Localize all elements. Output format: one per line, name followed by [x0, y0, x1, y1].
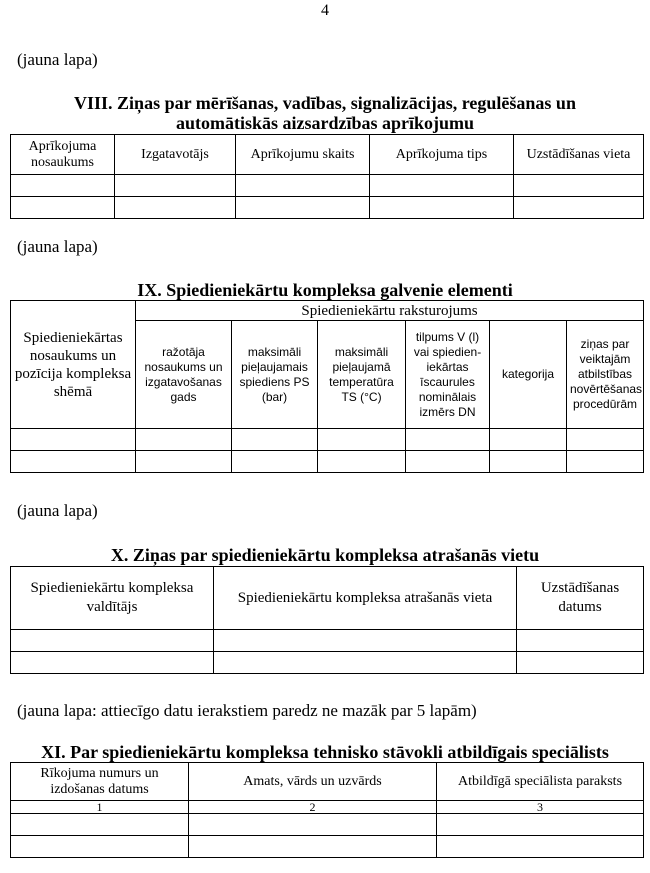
- column-header: Izgatavotājs: [115, 135, 236, 175]
- column-header: Rīkojuma numurs un izdošanas datums: [11, 763, 189, 801]
- table-cell[interactable]: [214, 630, 517, 652]
- column-header: Aprīkojuma tips: [370, 135, 514, 175]
- table-cell[interactable]: [514, 197, 644, 219]
- column-number: 1: [11, 801, 189, 814]
- column-header: ražotāja nosaukums un izgatavošanas gads: [136, 321, 232, 429]
- column-header: Aprīkojumu skaits: [236, 135, 370, 175]
- section-9-title: IX. Spiedieniekārtu kompleksa galvenie elementi: [137, 280, 513, 300]
- column-header: tilpums V (l) vai spiedien-iekārtas īscaurules nominālais izmērs DN: [406, 321, 490, 429]
- table-cell[interactable]: [189, 814, 437, 836]
- table-cell[interactable]: [136, 451, 232, 473]
- table-cell[interactable]: [11, 429, 136, 451]
- table-row: [11, 429, 644, 451]
- group-header: Spiedieniekārtu raksturojums: [136, 301, 644, 321]
- table-cell[interactable]: [406, 429, 490, 451]
- new-page-note: (jauna lapa): [17, 237, 98, 256]
- table-cell[interactable]: [567, 451, 644, 473]
- table-cell[interactable]: [11, 652, 214, 674]
- table-cell[interactable]: [236, 197, 370, 219]
- table-cell[interactable]: [370, 197, 514, 219]
- column-header: Aprīkojuma nosaukums: [11, 135, 115, 175]
- section-11-title: XI. Par spiedieniekārtu kompleksa tehnisko stāvokli atbildīgais speciālists: [41, 742, 609, 762]
- table-row: [11, 175, 644, 197]
- table-cell[interactable]: [232, 429, 318, 451]
- table-cell[interactable]: [11, 630, 214, 652]
- table-row: [11, 451, 644, 473]
- table-cell[interactable]: [437, 836, 644, 858]
- page-number: 4: [321, 2, 329, 19]
- table-cell[interactable]: [437, 814, 644, 836]
- table-cell[interactable]: [517, 652, 644, 674]
- table-cell[interactable]: [236, 175, 370, 197]
- column-header: kategorija: [490, 321, 567, 429]
- column-header: Atbildīgā speciālista paraksts: [437, 763, 644, 801]
- column-header: Spiedieniekārtu kompleksa valdītājs: [11, 567, 214, 630]
- table-row: [11, 836, 644, 858]
- column-number: 2: [189, 801, 437, 814]
- table-cell[interactable]: [115, 175, 236, 197]
- table-cell[interactable]: [318, 429, 406, 451]
- table-cell[interactable]: [11, 175, 115, 197]
- table-cell[interactable]: [136, 429, 232, 451]
- table-cell[interactable]: [406, 451, 490, 473]
- table-cell[interactable]: [11, 451, 136, 473]
- column-header: ziņas par veiktajām atbilstības novērtēšanas procedūrām: [567, 321, 644, 429]
- table-row: [11, 197, 644, 219]
- section-8-title-line2: automātiskās aizsardzības aprīkojumu: [175, 113, 475, 133]
- table-cell[interactable]: [514, 175, 644, 197]
- section-9-table: [10, 300, 644, 473]
- table-cell[interactable]: [115, 197, 236, 219]
- new-page-note: (jauna lapa): [17, 50, 98, 69]
- table-cell[interactable]: [490, 429, 567, 451]
- table-cell[interactable]: [189, 836, 437, 858]
- table-cell[interactable]: [11, 836, 189, 858]
- column-header: maksimāli pieļaujamā temperatūra TS (°C): [318, 321, 406, 429]
- table-row: [11, 630, 644, 652]
- column-header: Uzstādīšanas vieta: [514, 135, 644, 175]
- section-8-title-line1: VIII. Ziņas par mērīšanas, vadības, signalizācijas, regulēšanas un: [74, 93, 576, 113]
- table-row: [11, 814, 644, 836]
- table-cell[interactable]: [517, 630, 644, 652]
- table-cell[interactable]: [11, 814, 189, 836]
- table-cell[interactable]: [232, 451, 318, 473]
- new-page-note: (jauna lapa): [17, 501, 98, 520]
- column-number: 3: [437, 801, 644, 814]
- table-cell[interactable]: [370, 175, 514, 197]
- column-header: Spiedieniekārtas nosaukums un pozīcija kompleksa shēmā: [11, 301, 136, 429]
- column-header: Amats, vārds un uzvārds: [189, 763, 437, 801]
- table-cell[interactable]: [318, 451, 406, 473]
- column-header: Spiedieniekārtu kompleksa atrašanās vieta: [214, 567, 517, 630]
- table-cell[interactable]: [567, 429, 644, 451]
- new-page-note-long: (jauna lapa: attiecīgo datu ierakstiem paredz ne mazāk par 5 lapām): [17, 701, 477, 720]
- table-cell[interactable]: [490, 451, 567, 473]
- section-10-title: X. Ziņas par spiedieniekārtu kompleksa atrašanās vietu: [110, 545, 540, 565]
- section-11-table: [10, 762, 644, 858]
- section-10-table: [10, 566, 644, 674]
- column-header: maksimāli pieļaujamais spiediens PS (bar): [232, 321, 318, 429]
- table-cell[interactable]: [214, 652, 517, 674]
- column-header: Uzstādīšanas datums: [517, 567, 644, 630]
- section-8-table: [10, 134, 644, 219]
- table-cell[interactable]: [11, 197, 115, 219]
- table-row: [11, 652, 644, 674]
